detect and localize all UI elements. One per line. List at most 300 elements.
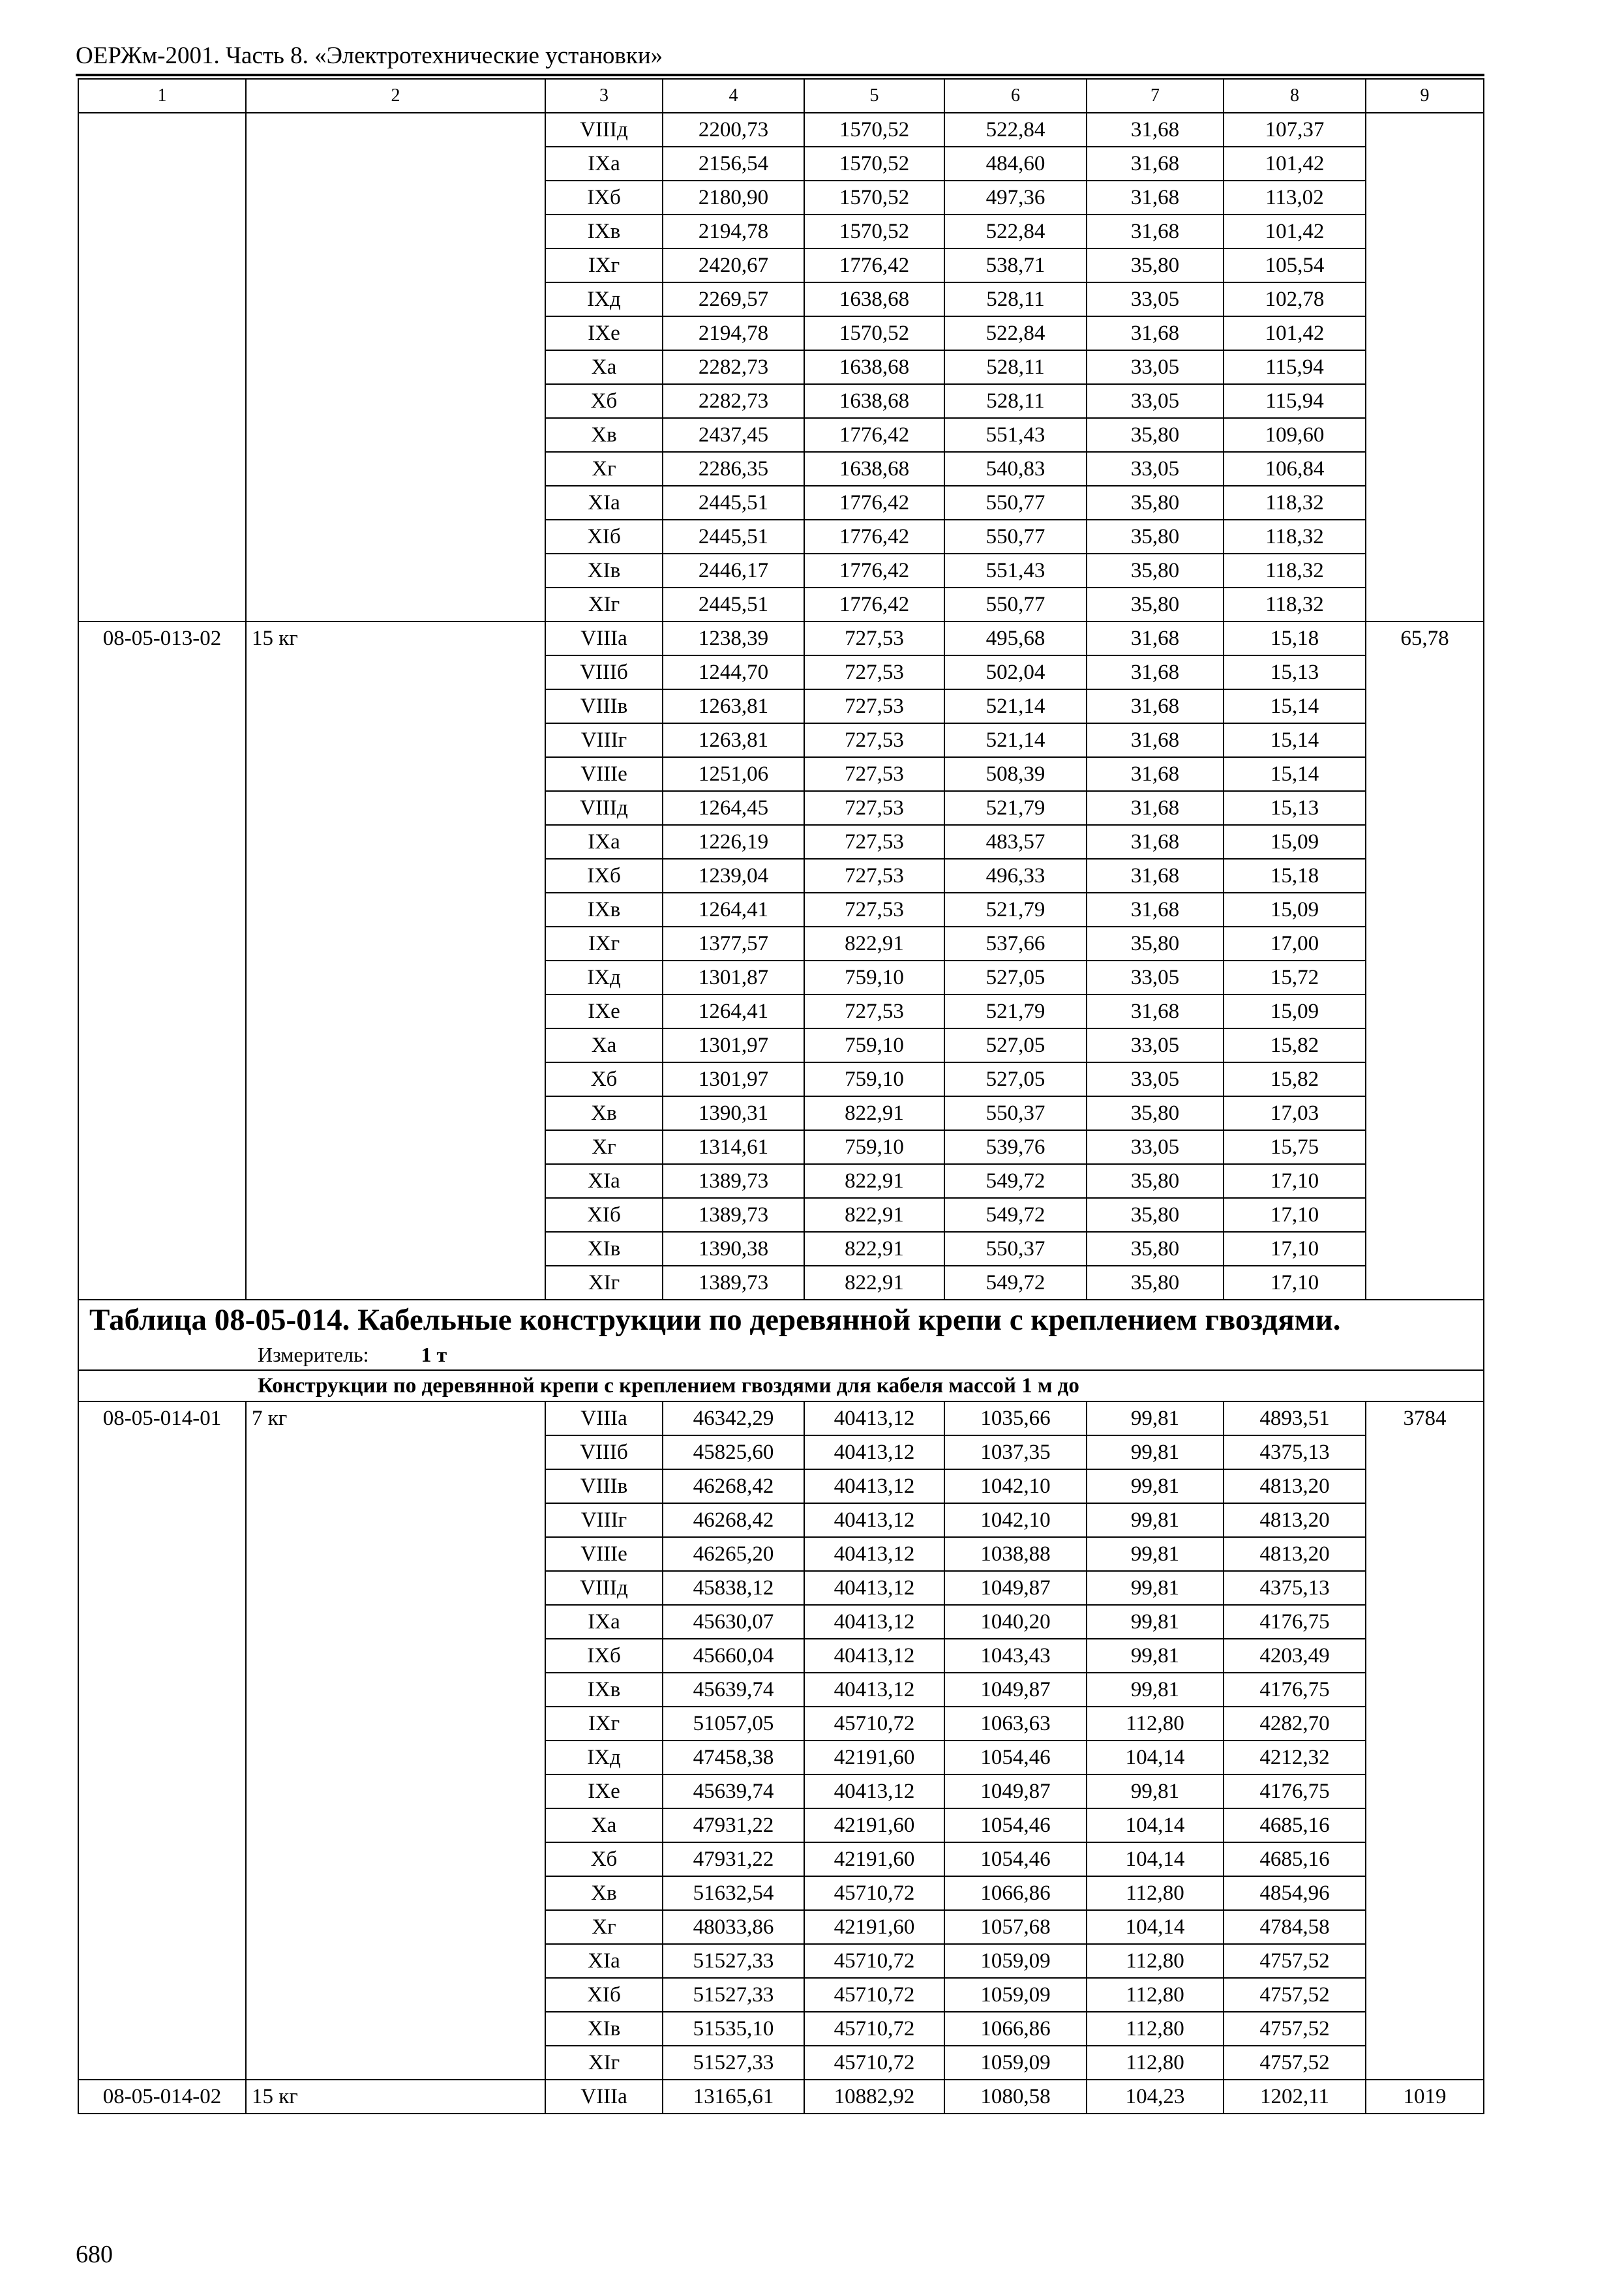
value-cell: 727,53 xyxy=(804,621,944,655)
zone-cell: IXд xyxy=(545,961,663,995)
value-cell: 40413,12 xyxy=(804,1401,944,1435)
zone-cell: XIг xyxy=(545,1266,663,1300)
value-cell: 1239,04 xyxy=(663,859,804,893)
value-cell: 31,68 xyxy=(1087,655,1224,689)
zone-cell: IXд xyxy=(545,282,663,316)
item-mass: 15 кг xyxy=(246,621,545,1300)
value-cell: 497,36 xyxy=(944,181,1087,215)
value-cell: 508,39 xyxy=(944,757,1087,791)
zone-cell: XIб xyxy=(545,1978,663,2012)
value-cell: 35,80 xyxy=(1087,588,1224,621)
table-row xyxy=(78,1401,1484,1435)
value-cell: 1066,86 xyxy=(944,1876,1087,1910)
subheading: Конструкции по деревянной крепи с креплением гвоздями для кабеля массой 1 м до xyxy=(78,1370,1484,1401)
value-cell: 1638,68 xyxy=(804,452,944,486)
value-cell: 31,68 xyxy=(1087,181,1224,215)
value-cell: 112,80 xyxy=(1087,1876,1224,1910)
value-cell: 528,11 xyxy=(944,384,1087,418)
value-cell: 40413,12 xyxy=(804,1537,944,1571)
item-note-cell xyxy=(1366,113,1484,621)
value-cell: 99,81 xyxy=(1087,1571,1224,1605)
value-cell: 15,14 xyxy=(1224,723,1366,757)
zone-cell: VIIIa xyxy=(545,2080,663,2114)
value-cell: 1063,63 xyxy=(944,1707,1087,1741)
value-cell: 46268,42 xyxy=(663,1469,804,1503)
value-cell: 35,80 xyxy=(1087,554,1224,588)
value-cell: 4685,16 xyxy=(1224,1808,1366,1842)
zone-cell: IXe xyxy=(545,316,663,350)
value-cell: 1264,41 xyxy=(663,995,804,1028)
zone-cell: IXб xyxy=(545,1639,663,1673)
value-cell: 112,80 xyxy=(1087,1707,1224,1741)
value-cell: 521,79 xyxy=(944,791,1087,825)
value-cell: 51632,54 xyxy=(663,1876,804,1910)
value-cell: 1054,46 xyxy=(944,1842,1087,1876)
value-cell: 1314,61 xyxy=(663,1130,804,1164)
item-code: 08-05-014-01 xyxy=(78,1401,246,2080)
value-cell: 45710,72 xyxy=(804,1707,944,1741)
zone-cell: XIa xyxy=(545,1944,663,1978)
page-number: 680 xyxy=(76,2241,113,2268)
price-table xyxy=(78,78,1484,2114)
subheading-row xyxy=(78,1370,1484,1401)
value-cell: 727,53 xyxy=(804,893,944,927)
value-cell: 4176,75 xyxy=(1224,1605,1366,1639)
value-cell: 45630,07 xyxy=(663,1605,804,1639)
column-number: 6 xyxy=(944,79,1087,113)
value-cell: 33,05 xyxy=(1087,961,1224,995)
value-cell: 105,54 xyxy=(1224,248,1366,282)
value-cell: 4212,32 xyxy=(1224,1741,1366,1774)
value-cell: 537,66 xyxy=(944,927,1087,961)
value-cell: 4784,58 xyxy=(1224,1910,1366,1944)
value-cell: 31,68 xyxy=(1087,825,1224,859)
value-cell: 1570,52 xyxy=(804,316,944,350)
value-cell: 17,10 xyxy=(1224,1164,1366,1198)
value-cell: 99,81 xyxy=(1087,1673,1224,1707)
zone-cell: XIв xyxy=(545,554,663,588)
value-cell: 1377,57 xyxy=(663,927,804,961)
value-cell: 104,14 xyxy=(1087,1808,1224,1842)
value-cell: 15,09 xyxy=(1224,995,1366,1028)
value-cell: 527,05 xyxy=(944,1028,1087,1062)
value-cell: 15,13 xyxy=(1224,791,1366,825)
value-cell: 35,80 xyxy=(1087,927,1224,961)
value-cell: 45710,72 xyxy=(804,1876,944,1910)
value-cell: 15,75 xyxy=(1224,1130,1366,1164)
value-cell: 51527,33 xyxy=(663,2046,804,2080)
value-cell: 118,32 xyxy=(1224,588,1366,621)
zone-cell: IXв xyxy=(545,893,663,927)
value-cell: 727,53 xyxy=(804,859,944,893)
zone-cell: XIa xyxy=(545,486,663,520)
value-cell: 10882,92 xyxy=(804,2080,944,2114)
value-cell: 822,91 xyxy=(804,927,944,961)
value-cell: 101,42 xyxy=(1224,316,1366,350)
value-cell: 104,14 xyxy=(1087,1910,1224,1944)
zone-cell: Xв xyxy=(545,1876,663,1910)
value-cell: 17,10 xyxy=(1224,1232,1366,1266)
value-cell: 549,72 xyxy=(944,1266,1087,1300)
value-cell: 1059,09 xyxy=(944,1944,1087,1978)
value-cell: 42191,60 xyxy=(804,1808,944,1842)
value-cell: 45838,12 xyxy=(663,1571,804,1605)
value-cell: 2194,78 xyxy=(663,215,804,248)
value-cell: 118,32 xyxy=(1224,486,1366,520)
value-cell: 727,53 xyxy=(804,791,944,825)
value-cell: 15,14 xyxy=(1224,757,1366,791)
value-cell: 31,68 xyxy=(1087,316,1224,350)
value-cell: 35,80 xyxy=(1087,248,1224,282)
value-cell: 550,77 xyxy=(944,486,1087,520)
value-cell: 496,33 xyxy=(944,859,1087,893)
value-cell: 759,10 xyxy=(804,1062,944,1096)
value-cell: 33,05 xyxy=(1087,452,1224,486)
value-cell: 2286,35 xyxy=(663,452,804,486)
value-cell: 4854,96 xyxy=(1224,1876,1366,1910)
value-cell: 2445,51 xyxy=(663,486,804,520)
value-cell: 15,14 xyxy=(1224,689,1366,723)
value-cell: 4375,13 xyxy=(1224,1435,1366,1469)
item-note: 1019 xyxy=(1366,2080,1484,2114)
value-cell: 46265,20 xyxy=(663,1537,804,1571)
value-cell: 538,71 xyxy=(944,248,1087,282)
value-cell: 1042,10 xyxy=(944,1469,1087,1503)
value-cell: 4203,49 xyxy=(1224,1639,1366,1673)
value-cell: 550,77 xyxy=(944,588,1087,621)
zone-cell: XIб xyxy=(545,1198,663,1232)
value-cell: 40413,12 xyxy=(804,1774,944,1808)
value-cell: 17,10 xyxy=(1224,1198,1366,1232)
zone-cell: VIIIe xyxy=(545,1537,663,1571)
value-cell: 104,14 xyxy=(1087,1842,1224,1876)
column-number: 8 xyxy=(1224,79,1366,113)
value-cell: 45710,72 xyxy=(804,1944,944,1978)
value-cell: 1244,70 xyxy=(663,655,804,689)
value-cell: 1066,86 xyxy=(944,2012,1087,2046)
value-cell: 549,72 xyxy=(944,1198,1087,1232)
zone-cell: XIв xyxy=(545,1232,663,1266)
value-cell: 1059,09 xyxy=(944,1978,1087,2012)
value-cell: 118,32 xyxy=(1224,554,1366,588)
value-cell: 35,80 xyxy=(1087,1164,1224,1198)
value-cell: 112,80 xyxy=(1087,2046,1224,2080)
value-cell: 51527,33 xyxy=(663,1978,804,2012)
value-cell: 47458,38 xyxy=(663,1741,804,1774)
value-cell: 1251,06 xyxy=(663,757,804,791)
value-cell: 35,80 xyxy=(1087,1232,1224,1266)
value-cell: 522,84 xyxy=(944,215,1087,248)
value-cell: 1570,52 xyxy=(804,181,944,215)
value-cell: 550,37 xyxy=(944,1232,1087,1266)
value-cell: 1042,10 xyxy=(944,1503,1087,1537)
zone-cell: VIIIe xyxy=(545,757,663,791)
value-cell: 727,53 xyxy=(804,825,944,859)
value-cell: 15,18 xyxy=(1224,859,1366,893)
value-cell: 1226,19 xyxy=(663,825,804,859)
value-cell: 1776,42 xyxy=(804,486,944,520)
value-cell: 1776,42 xyxy=(804,588,944,621)
value-cell: 45660,04 xyxy=(663,1639,804,1673)
meter-value: 1 т xyxy=(421,1342,447,1366)
value-cell: 31,68 xyxy=(1087,995,1224,1028)
value-cell: 35,80 xyxy=(1087,520,1224,554)
column-numbers-row xyxy=(78,79,1484,113)
value-cell: 551,43 xyxy=(944,554,1087,588)
zone-cell: XIг xyxy=(545,588,663,621)
table-row xyxy=(78,113,1484,147)
value-cell: 540,83 xyxy=(944,452,1087,486)
value-cell: 4757,52 xyxy=(1224,2046,1366,2080)
value-cell: 15,18 xyxy=(1224,621,1366,655)
value-cell: 4813,20 xyxy=(1224,1503,1366,1537)
value-cell: 1638,68 xyxy=(804,350,944,384)
value-cell: 46268,42 xyxy=(663,1503,804,1537)
zone-cell: Xa xyxy=(545,1808,663,1842)
value-cell: 45710,72 xyxy=(804,2012,944,2046)
zone-cell: Xг xyxy=(545,452,663,486)
value-cell: 1049,87 xyxy=(944,1673,1087,1707)
value-cell: 727,53 xyxy=(804,723,944,757)
zone-cell: Xв xyxy=(545,418,663,452)
column-number: 4 xyxy=(663,79,804,113)
value-cell: 1202,11 xyxy=(1224,2080,1366,2114)
value-cell: 33,05 xyxy=(1087,282,1224,316)
value-cell: 1059,09 xyxy=(944,2046,1087,2080)
zone-cell: VIIIд xyxy=(545,1571,663,1605)
value-cell: 17,10 xyxy=(1224,1266,1366,1300)
value-cell: 2156,54 xyxy=(663,147,804,181)
value-cell: 45710,72 xyxy=(804,1978,944,2012)
value-cell: 1390,31 xyxy=(663,1096,804,1130)
value-cell: 2420,67 xyxy=(663,248,804,282)
value-cell: 45639,74 xyxy=(663,1774,804,1808)
value-cell: 51057,05 xyxy=(663,1707,804,1741)
value-cell: 40413,12 xyxy=(804,1469,944,1503)
value-cell: 47931,22 xyxy=(663,1808,804,1842)
value-cell: 45710,72 xyxy=(804,2046,944,2080)
value-cell: 550,77 xyxy=(944,520,1087,554)
value-cell: 1570,52 xyxy=(804,147,944,181)
zone-cell: VIIIб xyxy=(545,1435,663,1469)
zone-cell: IXe xyxy=(545,995,663,1028)
value-cell: 104,23 xyxy=(1087,2080,1224,2114)
table-row xyxy=(78,621,1484,655)
value-cell: 31,68 xyxy=(1087,859,1224,893)
value-cell: 521,79 xyxy=(944,893,1087,927)
value-cell: 15,72 xyxy=(1224,961,1366,995)
header-rule xyxy=(76,74,1484,76)
zone-cell: VIIIв xyxy=(545,1469,663,1503)
value-cell: 17,00 xyxy=(1224,927,1366,961)
value-cell: 1776,42 xyxy=(804,520,944,554)
value-cell: 112,80 xyxy=(1087,1978,1224,2012)
value-cell: 1264,41 xyxy=(663,893,804,927)
value-cell: 109,60 xyxy=(1224,418,1366,452)
zone-cell: Xг xyxy=(545,1910,663,1944)
value-cell: 113,02 xyxy=(1224,181,1366,215)
column-number: 1 xyxy=(78,79,246,113)
zone-cell: IXв xyxy=(545,215,663,248)
item-code: 08-05-014-02 xyxy=(78,2080,246,2114)
value-cell: 1638,68 xyxy=(804,384,944,418)
value-cell: 2446,17 xyxy=(663,554,804,588)
value-cell: 527,05 xyxy=(944,961,1087,995)
value-cell: 40413,12 xyxy=(804,1605,944,1639)
table-caption-row xyxy=(78,1300,1484,1339)
value-cell: 1301,97 xyxy=(663,1028,804,1062)
value-cell: 107,37 xyxy=(1224,113,1366,147)
zone-cell: VIIIг xyxy=(545,723,663,757)
value-cell: 31,68 xyxy=(1087,723,1224,757)
value-cell: 15,09 xyxy=(1224,825,1366,859)
value-cell: 1054,46 xyxy=(944,1808,1087,1842)
value-cell: 484,60 xyxy=(944,147,1087,181)
value-cell: 1570,52 xyxy=(804,215,944,248)
value-cell: 31,68 xyxy=(1087,113,1224,147)
value-cell: 4282,70 xyxy=(1224,1707,1366,1741)
zone-cell: VIIIб xyxy=(545,655,663,689)
value-cell: 99,81 xyxy=(1087,1605,1224,1639)
value-cell: 35,80 xyxy=(1087,1266,1224,1300)
value-cell: 45639,74 xyxy=(663,1673,804,1707)
value-cell: 1037,35 xyxy=(944,1435,1087,1469)
value-cell: 1035,66 xyxy=(944,1401,1087,1435)
value-cell: 1263,81 xyxy=(663,689,804,723)
zone-cell: VIIIa xyxy=(545,1401,663,1435)
zone-cell: XIб xyxy=(545,520,663,554)
value-cell: 31,68 xyxy=(1087,621,1224,655)
value-cell: 99,81 xyxy=(1087,1774,1224,1808)
value-cell: 35,80 xyxy=(1087,418,1224,452)
value-cell: 102,78 xyxy=(1224,282,1366,316)
column-number: 5 xyxy=(804,79,944,113)
zone-cell: XIa xyxy=(545,1164,663,1198)
value-cell: 527,05 xyxy=(944,1062,1087,1096)
value-cell: 31,68 xyxy=(1087,147,1224,181)
value-cell: 1040,20 xyxy=(944,1605,1087,1639)
value-cell: 31,68 xyxy=(1087,215,1224,248)
value-cell: 549,72 xyxy=(944,1164,1087,1198)
value-cell: 47931,22 xyxy=(663,1842,804,1876)
value-cell: 539,76 xyxy=(944,1130,1087,1164)
value-cell: 104,14 xyxy=(1087,1741,1224,1774)
value-cell: 15,13 xyxy=(1224,655,1366,689)
item-mass: 7 кг xyxy=(246,1401,545,2080)
table-caption: Таблица 08-05-014. Кабельные конструкции по деревянной крепи с креплением гвоздями. xyxy=(78,1300,1484,1339)
value-cell: 521,79 xyxy=(944,995,1087,1028)
value-cell: 822,91 xyxy=(804,1164,944,1198)
value-cell: 115,94 xyxy=(1224,384,1366,418)
value-cell: 40413,12 xyxy=(804,1673,944,1707)
value-cell: 40413,12 xyxy=(804,1503,944,1537)
value-cell: 4813,20 xyxy=(1224,1469,1366,1503)
value-cell: 2269,57 xyxy=(663,282,804,316)
zone-cell: Xб xyxy=(545,1842,663,1876)
value-cell: 1776,42 xyxy=(804,418,944,452)
item-code-cell xyxy=(78,113,246,621)
zone-cell: Xв xyxy=(545,1096,663,1130)
value-cell: 822,91 xyxy=(804,1198,944,1232)
zone-cell: IXa xyxy=(545,147,663,181)
table-row xyxy=(78,2080,1484,2114)
value-cell: 759,10 xyxy=(804,1028,944,1062)
zone-cell: XIв xyxy=(545,2012,663,2046)
zone-cell: IXг xyxy=(545,927,663,961)
value-cell: 15,82 xyxy=(1224,1062,1366,1096)
zone-cell: IXд xyxy=(545,1741,663,1774)
value-cell: 46342,29 xyxy=(663,1401,804,1435)
page-header: ОЕРЖм-2001. Часть 8. «Электротехнические установки» xyxy=(76,42,663,69)
column-number: 2 xyxy=(246,79,545,113)
value-cell: 521,14 xyxy=(944,723,1087,757)
value-cell: 528,11 xyxy=(944,350,1087,384)
value-cell: 822,91 xyxy=(804,1266,944,1300)
value-cell: 45825,60 xyxy=(663,1435,804,1469)
value-cell: 2180,90 xyxy=(663,181,804,215)
value-cell: 4813,20 xyxy=(1224,1537,1366,1571)
value-cell: 31,68 xyxy=(1087,791,1224,825)
value-cell: 1301,87 xyxy=(663,961,804,995)
value-cell: 106,84 xyxy=(1224,452,1366,486)
zone-cell: VIIIг xyxy=(545,1503,663,1537)
value-cell: 759,10 xyxy=(804,961,944,995)
value-cell: 42191,60 xyxy=(804,1842,944,1876)
value-cell: 51527,33 xyxy=(663,1944,804,1978)
value-cell: 13165,61 xyxy=(663,2080,804,2114)
value-cell: 99,81 xyxy=(1087,1469,1224,1503)
zone-cell: Xг xyxy=(545,1130,663,1164)
value-cell: 1301,97 xyxy=(663,1062,804,1096)
value-cell: 1776,42 xyxy=(804,554,944,588)
value-cell: 495,68 xyxy=(944,621,1087,655)
value-cell: 1638,68 xyxy=(804,282,944,316)
value-cell: 35,80 xyxy=(1087,1198,1224,1232)
value-cell: 42191,60 xyxy=(804,1910,944,1944)
value-cell: 48033,86 xyxy=(663,1910,804,1944)
value-cell: 727,53 xyxy=(804,757,944,791)
value-cell: 1389,73 xyxy=(663,1198,804,1232)
zone-cell: IXг xyxy=(545,1707,663,1741)
value-cell: 2445,51 xyxy=(663,520,804,554)
value-cell: 2437,45 xyxy=(663,418,804,452)
item-mass: 15 кг xyxy=(246,2080,545,2114)
meter-label: Измеритель: xyxy=(258,1342,369,1366)
value-cell: 101,42 xyxy=(1224,215,1366,248)
value-cell: 4757,52 xyxy=(1224,1944,1366,1978)
value-cell: 4757,52 xyxy=(1224,2012,1366,2046)
zone-cell: IXa xyxy=(545,825,663,859)
value-cell: 1049,87 xyxy=(944,1774,1087,1808)
value-cell: 40413,12 xyxy=(804,1571,944,1605)
value-cell: 759,10 xyxy=(804,1130,944,1164)
value-cell: 551,43 xyxy=(944,418,1087,452)
value-cell: 35,80 xyxy=(1087,486,1224,520)
value-cell: 31,68 xyxy=(1087,757,1224,791)
value-cell: 33,05 xyxy=(1087,350,1224,384)
value-cell: 15,09 xyxy=(1224,893,1366,927)
value-cell: 522,84 xyxy=(944,113,1087,147)
value-cell: 4757,52 xyxy=(1224,1978,1366,2012)
value-cell: 51535,10 xyxy=(663,2012,804,2046)
value-cell: 99,81 xyxy=(1087,1401,1224,1435)
item-note: 65,78 xyxy=(1366,621,1484,1300)
value-cell: 2445,51 xyxy=(663,588,804,621)
column-number: 3 xyxy=(545,79,663,113)
item-note: 3784 xyxy=(1366,1401,1484,2080)
value-cell: 15,82 xyxy=(1224,1028,1366,1062)
zone-cell: IXa xyxy=(545,1605,663,1639)
